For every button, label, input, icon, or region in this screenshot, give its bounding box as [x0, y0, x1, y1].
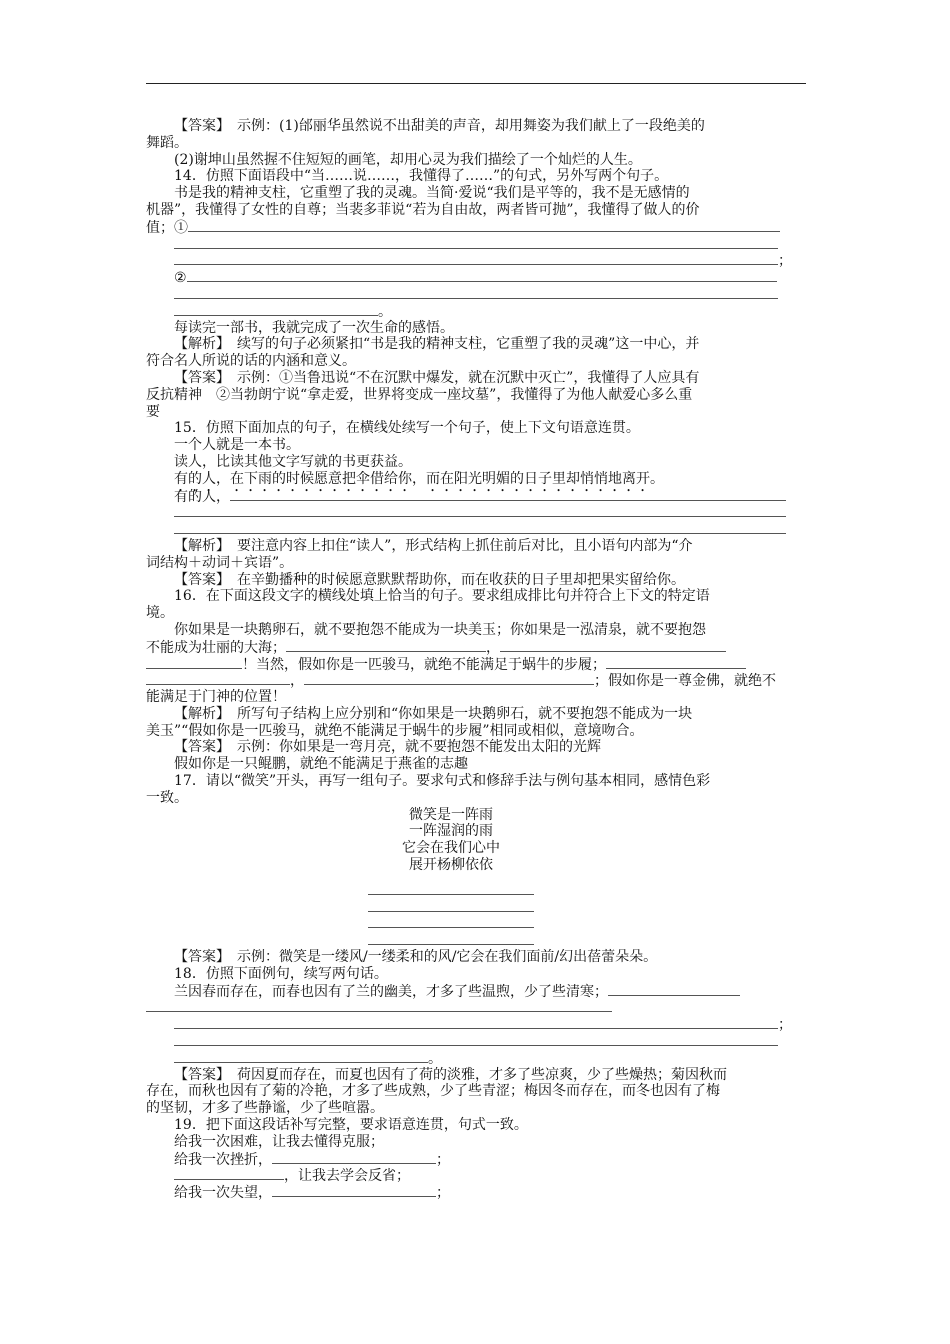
q17-answer-blank-3[interactable]: [368, 915, 534, 928]
q16-answer-blank-1b[interactable]: [500, 639, 726, 652]
q16-answer-blank-2[interactable]: [146, 656, 242, 669]
q15-dotted-sentence: 有的人，在下雨的时候愿意把伞借给你，而在阳光明媚的日子里却悄悄地离开。: [174, 470, 664, 487]
q18-answer-blank-2b[interactable]: [174, 1033, 778, 1046]
q18-answer-blank-2c[interactable]: [174, 1050, 428, 1063]
q14-prompt: 14．仿照下面语段中“当……说……，我懂得了……”的句式，另外写两个句子。: [174, 168, 669, 185]
q15-answer-blank-b[interactable]: [174, 504, 786, 517]
q16-prompt: 16．在下面这段文字的横线处填上恰当的句子。要求组成排比句并符合上下文的特定语: [174, 588, 710, 605]
poem-line: 展开杨柳依依: [409, 857, 493, 874]
q16-answer-blank-3b[interactable]: [146, 672, 290, 685]
poem-line: 微笑是一阵雨: [409, 806, 493, 823]
q16-analysis: 【解析】 所写句子结构上应分别和“你如果是一块鹅卵石，就不要抱怨不能成为一块: [174, 705, 693, 722]
q17-answer: 【答案】 示例：微笑是一缕风/一缕柔和的风/它会在我们面前/幻出蓓蕾朵朵。: [174, 949, 658, 966]
q14-answer-blank-1b[interactable]: [174, 236, 778, 249]
q14-answer-blank-2b[interactable]: [174, 286, 778, 299]
q19-answer-blank-2[interactable]: [174, 1167, 284, 1180]
poem-line: 一阵湿润的雨: [409, 823, 493, 840]
q17-answer-blank-1[interactable]: [368, 882, 534, 895]
q17-prompt: 17．请以“微笑”开头，再写一组句子。要求句式和修辞手法与例句基本相同，感情色彩: [174, 773, 711, 790]
q15-answer-blank-c[interactable]: [174, 521, 786, 534]
q15-analysis: 【解析】 要注意内容上扣住“读人”，形式结构上抓住前后对比，且小语句内部为“介: [174, 537, 693, 554]
poem-line: 它会在我们心中: [402, 840, 500, 857]
q17-answer-blank-4[interactable]: [368, 932, 534, 945]
q14-answer-blank-2c[interactable]: [174, 303, 378, 316]
q16-answer-blank-3[interactable]: [606, 656, 746, 669]
q14-answer-blank-1c[interactable]: [174, 252, 778, 265]
q18-prompt: 18．仿照下面例句，续写两句话。: [174, 965, 388, 982]
q18-answer-blank-2[interactable]: [174, 1016, 778, 1029]
q17-answer-blank-2[interactable]: [368, 899, 534, 912]
q14-answer: 【答案】 示例：①当鲁迅说“不在沉默中爆发，就在沉默中灭亡”，我懂得了人应具有: [174, 369, 700, 386]
q14-answer-blank-2[interactable]: [187, 269, 777, 282]
q18-answer-blank-1b[interactable]: [146, 999, 612, 1012]
q16-answer-blank-1[interactable]: [286, 639, 486, 652]
q16-answer-blank-4[interactable]: [304, 672, 594, 685]
q14-analysis: 【解析】 续写的句子必须紧扣“书是我的精神支柱，它重塑了我的灵魂”这一中心，并: [174, 336, 700, 353]
q18-answer-blank-1[interactable]: [608, 983, 740, 996]
q15-answer: 【答案】 在辛勤播种的时候愿意默默帮助你，而在收获的日子里却把果实留给你。: [174, 571, 685, 588]
q18-answer: 【答案】 荷因夏而存在，而夏也因有了荷的淡雅，才多了些凉爽，少了些燥热；菊因秋而: [174, 1066, 727, 1083]
q16-answer: 【答案】 示例：你如果是一弯月亮，就不要抱怨不能发出太阳的光辉: [174, 739, 601, 756]
q17-answer-blanks: [96, 882, 806, 949]
answer-label: 【答案】: [174, 118, 223, 134]
q14-answer-blank-1[interactable]: [188, 219, 780, 232]
q13-answer: 【答案】 示例：(1)邰丽华虽然说不出甜美的声音，却用舞姿为我们献上了一段绝美的: [174, 118, 705, 134]
q17-example-poem: [96, 807, 806, 874]
q19-answer-blank-3[interactable]: [272, 1184, 436, 1197]
document-body: 【答案】 示例：(1)邰丽华虽然说不出甜美的声音，却用舞姿为我们献上了一段绝美的 舞蹈。 (2)谢坤山虽然握不住短短的画笔，却用心灵为我们描绘了一个灿烂的人生。 14．仿照下面语段中“当……说……，我懂得了……”的句式，另外写两个句子。 书是我的精神支柱，它重塑了我的灵魂。当简·爱说“我们是平等的，我不是无感情的 机器”，我懂得了女性的自尊；当裴多菲说“若为自由故，两者皆可抛”，我懂得了做人的价 值；① ； ② 。 每读完一部书，我就完成了一次生命的感悟。 【解析】 续写的句子必须紧扣“书是我的精神支柱，它重塑了我的灵魂”这一中心，并 符合名人所说的话的内涵和意义。 【答案】 示例：①当鲁迅说“不在沉默中爆发，就在沉默中灭亡”，我懂得了人应具有 反抗精神 ②当勃朗宁说“拿走爱，世界将变成一座坟墓”，我懂得了为他人献爱心多么重 要 15．仿照下面加点的句子，在横线处续写一个句子，使上下文句语意连贯。 一个人就是一本书。 读人，比读其他文字写就的书更获益。 有的人，在下雨的时候愿意把伞借给你，而在阳光明媚的日子里却悄悄地离开。 有的人， 【解析】 要注意内容上扣住“读人”，形式结构上抓住前后对比，且小语句内部为“介 词结构＋动词＋宾语”。 【答案】 在辛勤播种的时候愿意默默帮助你，而在收获的日子里却把果实留给你。 16．在下面这段文字的横线处填上恰当的句子。要求组成排比句并符合上下文的特定语 境。 你如果是一块鹅卵石，就不要抱怨不能成为一块美玉；你如果是一泓清泉，就不要抱怨 不能成为壮丽的大海； ， ！当然，假如你是一匹骏马，就绝不能满足于蜗牛的步履； ， ；假如你是一尊金佛，就绝不 能满足于门神的位置！ 【解析】 所写句子结构上应分别和“你如果是一块鹅卵石，就不要抱怨不能成为一块 美玉”“假如你是一匹骏马，就绝不能满足于蜗牛的步履”相同或相似，意境吻合。 【答案】 示例：你如果是一弯月亮，就不要抱怨不能发出太阳的光辉 假如你是一只鲲鹏，就绝不能满足于燕雀的志趣 17．请以“微笑”开头，再写一组句子。要求句式和修辞手法与例句基本相同，感情色彩 一致。 微笑是一阵雨 一阵湿润的雨 它会在我们心中 展开杨柳依依 【答案】 示例：微笑是一缕风/一缕柔和的风/它会在我们面前/幻出蓓蕾朵朵。 18．仿照下面例句，续写两句话。 兰因春而存在，而春也因有了兰的幽美，才多了些温煦，少了些清寒； ； 。 【答案】 荷因夏而存在，而夏也因有了荷的淡雅，才多了些凉爽，少了些燥热；菊因秋而 存在，而秋也因有了菊的冷艳，才多了些成熟，少了些青涩；梅因冬而存在，而冬也因有了梅 的坚韧，才多了些静谧，少了些喧嚣。 19．把下面这段话补写完整，要求语意连贯，句式一致。 给我一次困难，让我去懂得克服； 给我一次挫折， ； ，让我去学会反省； 给我一次失望， ；: [146, 118, 806, 1201]
q19-prompt: 19．把下面这段话补写完整，要求语意连贯，句式一致。: [174, 1117, 528, 1134]
q15-answer-blank[interactable]: [230, 488, 786, 501]
q19-answer-blank-1[interactable]: [272, 1151, 436, 1164]
q15-prompt: 15．仿照下面加点的句子，在横线处续写一个句子，使上下文句语意连贯。: [174, 420, 640, 437]
header-rule: [146, 83, 806, 84]
